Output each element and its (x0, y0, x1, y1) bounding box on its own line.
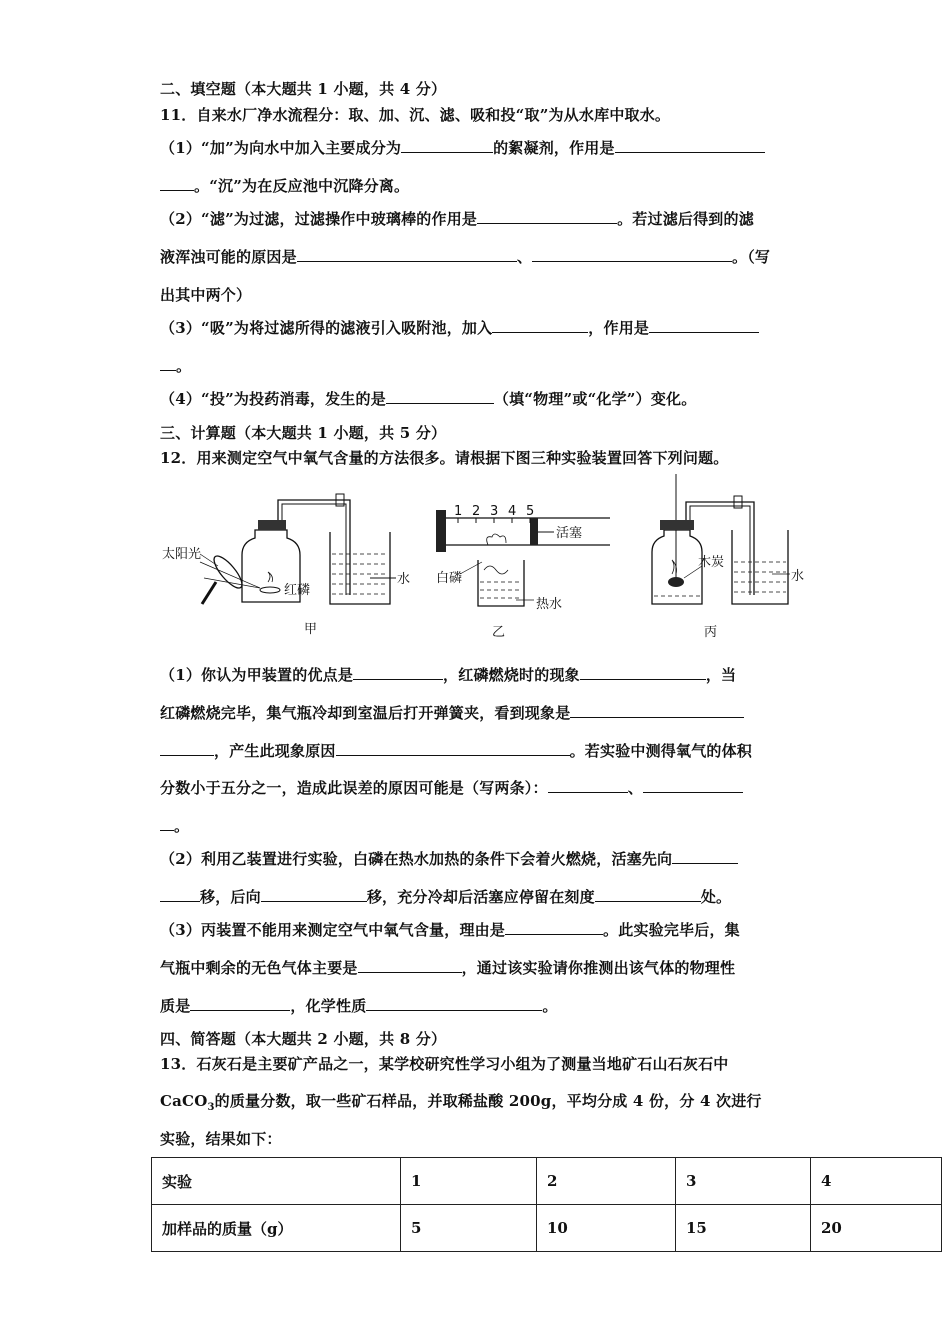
scale-mark-3: 3 (490, 504, 499, 519)
q12-part1-line4 (160, 777, 743, 798)
answer-blank[interactable] (492, 318, 588, 333)
table-cell: 4 (811, 1158, 942, 1205)
table-cell: 15 (676, 1205, 811, 1252)
q11-part4 (160, 388, 696, 409)
q12-p1-text: ，红磷燃烧时的现象 (443, 666, 580, 684)
answer-blank[interactable] (643, 778, 743, 793)
answer-blank[interactable] (190, 996, 290, 1011)
answer-blank[interactable] (386, 389, 494, 404)
q12-p1-text: （1）你认为甲装置的优点是 (160, 666, 354, 684)
answer-blank[interactable] (261, 887, 367, 902)
q12-p3-text: ，化学性质 (290, 997, 367, 1015)
apparatus-jia (162, 494, 410, 637)
formula-caco3: CaCO (160, 1092, 208, 1110)
label-hot-water: 热水 (536, 597, 563, 612)
q13-stem-line3: 实验，结果如下： (160, 1130, 282, 1148)
q11-p2-text: 。若过滤后得到的滤 (617, 210, 754, 228)
q11-p4-text: （填“物理”或“化学”）变化。 (493, 390, 697, 408)
q11-p1-text: （1）“加”为向水中加入主要成分为 (160, 139, 402, 157)
q12-p2-text: （2）利用乙装置进行实验，白磷在热水加热的条件下会着火燃烧，活塞先向 (160, 850, 673, 868)
q12-p3-text: 。 (542, 997, 558, 1015)
experiment-apparatus-figure (160, 470, 805, 650)
q11-part2-line2 (160, 246, 770, 267)
answer-blank[interactable] (366, 996, 542, 1011)
answer-blank[interactable] (548, 778, 628, 793)
q11-stem: 11．自来水厂净水流程分：取、加、沉、滤、吸和投“取”为从水库中取水。 (160, 106, 671, 124)
q11-p1-text: 。“沉”为在反应池中沉降分离。 (194, 177, 410, 195)
q11-part1-line1 (160, 137, 765, 158)
q12-p3-text: 质是 (160, 997, 191, 1015)
q11-p2-text: 。（写 (732, 248, 771, 266)
results-table (151, 1157, 942, 1252)
q12-part1-line1 (160, 664, 736, 685)
answer-blank[interactable] (160, 356, 176, 371)
table-cell: 5 (401, 1205, 537, 1252)
table-cell: 加样品的质量（g） (152, 1205, 401, 1252)
q13-stem-line1: 13．石灰石是主要矿产品之一，某学校研究性学习小组为了测量当地矿石山石灰石中 (160, 1055, 729, 1073)
answer-blank[interactable] (580, 665, 706, 680)
scale-mark-1: 1 (454, 504, 463, 519)
q12-p3-text: （3）丙装置不能用来测定空气中氧气含量，理由是 (160, 921, 506, 939)
answer-blank[interactable] (160, 176, 194, 191)
answer-blank[interactable] (672, 849, 738, 864)
answer-blank[interactable] (532, 247, 732, 262)
q12-p3-text: 气瓶中剩余的无色气体主要是 (160, 959, 358, 977)
answer-blank[interactable] (570, 703, 744, 718)
scale-mark-5: 5 (526, 504, 535, 519)
answer-blank[interactable] (353, 665, 443, 680)
answer-blank[interactable] (160, 887, 200, 902)
q11-part1-line2 (160, 175, 409, 196)
q12-part3-line3 (160, 995, 558, 1016)
label-sunlight: 太阳光 (162, 547, 202, 562)
table-row (152, 1158, 942, 1205)
q12-part3-line2 (160, 957, 735, 978)
answer-blank[interactable] (297, 247, 517, 262)
q12-p1-text: 、 (627, 779, 643, 797)
answer-blank[interactable] (160, 741, 214, 756)
q12-p1-text: 。 (174, 817, 190, 835)
label-bing: 丙 (704, 625, 718, 640)
table-cell: 实验 (152, 1158, 401, 1205)
q12-part1-line3 (160, 740, 752, 761)
table-cell: 20 (811, 1205, 942, 1252)
label-charcoal: 木炭 (698, 555, 725, 570)
q11-part3-line1 (160, 317, 759, 338)
label-white-phosphorus: 白磷 (436, 571, 463, 586)
answer-blank[interactable] (649, 318, 759, 333)
label-red-phosphorus: 红磷 (284, 583, 311, 598)
q13-stem-line2 (160, 1090, 762, 1113)
label-yi: 乙 (492, 625, 506, 640)
q11-p1-text: 的絮凝剂，作用是 (493, 139, 615, 157)
q12-part1-line5 (160, 815, 189, 836)
table-row (152, 1205, 942, 1252)
q12-part2-line2 (160, 886, 731, 907)
label-water-jia: 水 (397, 572, 411, 587)
answer-blank[interactable] (615, 138, 765, 153)
answer-blank[interactable] (595, 887, 701, 902)
q12-part1-line2 (160, 702, 744, 723)
table-cell: 2 (537, 1158, 676, 1205)
q11-p4-text: （4）“投”为投药消毒，发生的是 (160, 390, 386, 408)
q12-p3-text: ，通过该实验请你推测出该气体的物理性 (461, 959, 736, 977)
apparatus-yi (436, 504, 610, 640)
q12-part3-line1 (160, 919, 740, 940)
table-cell: 1 (401, 1158, 537, 1205)
q11-part2-line1 (160, 208, 754, 229)
scale-mark-4: 4 (508, 504, 517, 519)
answer-blank[interactable] (477, 209, 617, 224)
table-cell: 10 (537, 1205, 676, 1252)
answer-blank[interactable] (505, 920, 603, 935)
scale-mark-2: 2 (472, 504, 481, 519)
section-heading-calculation: 三、计算题（本大题共 1 小题，共 5 分） (160, 424, 447, 442)
q12-p1-text: 。若实验中测得氧气的体积 (569, 742, 753, 760)
q11-p3-text: （3）“吸”为将过滤所得的滤液引入吸附池，加入 (160, 319, 493, 337)
q12-p2-text: 处。 (700, 888, 732, 906)
section-heading-short-answer: 四、简答题（本大题共 2 小题，共 8 分） (160, 1030, 447, 1048)
answer-blank[interactable] (358, 958, 462, 973)
q12-p2-text: 移，后向 (200, 888, 261, 906)
section-heading-fill-blank: 二、填空题（本大题共 1 小题，共 4 分） (160, 80, 447, 98)
q12-p1-text: 红磷燃烧完毕，集气瓶冷却到室温后打开弹簧夹，看到现象是 (160, 704, 571, 722)
q11-part3-line2 (160, 355, 191, 376)
label-water-bing: 水 (791, 569, 805, 584)
q12-part2-line1 (160, 848, 738, 869)
answer-blank[interactable] (401, 138, 493, 153)
q11-p2-text: （2）“滤”为过滤，过滤操作中玻璃棒的作用是 (160, 210, 478, 228)
q13-stem-text: 的质量分数，取一些矿石样品，并取稀盐酸 200g，平均分成 4 份，分 4 次进行 (214, 1092, 762, 1110)
q12-p2-text: 移，充分冷却后活塞应停留在刻度 (366, 888, 595, 906)
answer-blank[interactable] (160, 816, 174, 831)
apparatus-bing (652, 474, 804, 640)
q11-part2-line3: 出其中两个） (160, 286, 252, 304)
label-jia: 甲 (304, 622, 318, 637)
q12-p1-text: 分数小于五分之一，造成此误差的原因可能是（写两条）： (160, 779, 548, 797)
formula-subscript: 3 (207, 1102, 215, 1113)
q12-p1-text: ，当 (705, 666, 737, 684)
q12-p1-text: ，产生此现象原因 (214, 742, 336, 760)
q11-p3-text: 。 (176, 357, 192, 375)
label-piston: 活塞 (556, 526, 583, 541)
q12-p3-text: 。此实验完毕后，集 (603, 921, 740, 939)
answer-blank[interactable] (336, 741, 570, 756)
q11-p3-text: ，作用是 (588, 319, 650, 337)
q11-p2-text: 、 (516, 248, 533, 266)
table-cell: 3 (676, 1158, 811, 1205)
q11-p2-text: 液浑浊可能的原因是 (160, 248, 297, 266)
q12-stem: 12．用来测定空气中氧气含量的方法很多。请根据下图三种实验装置回答下列问题。 (160, 449, 729, 467)
